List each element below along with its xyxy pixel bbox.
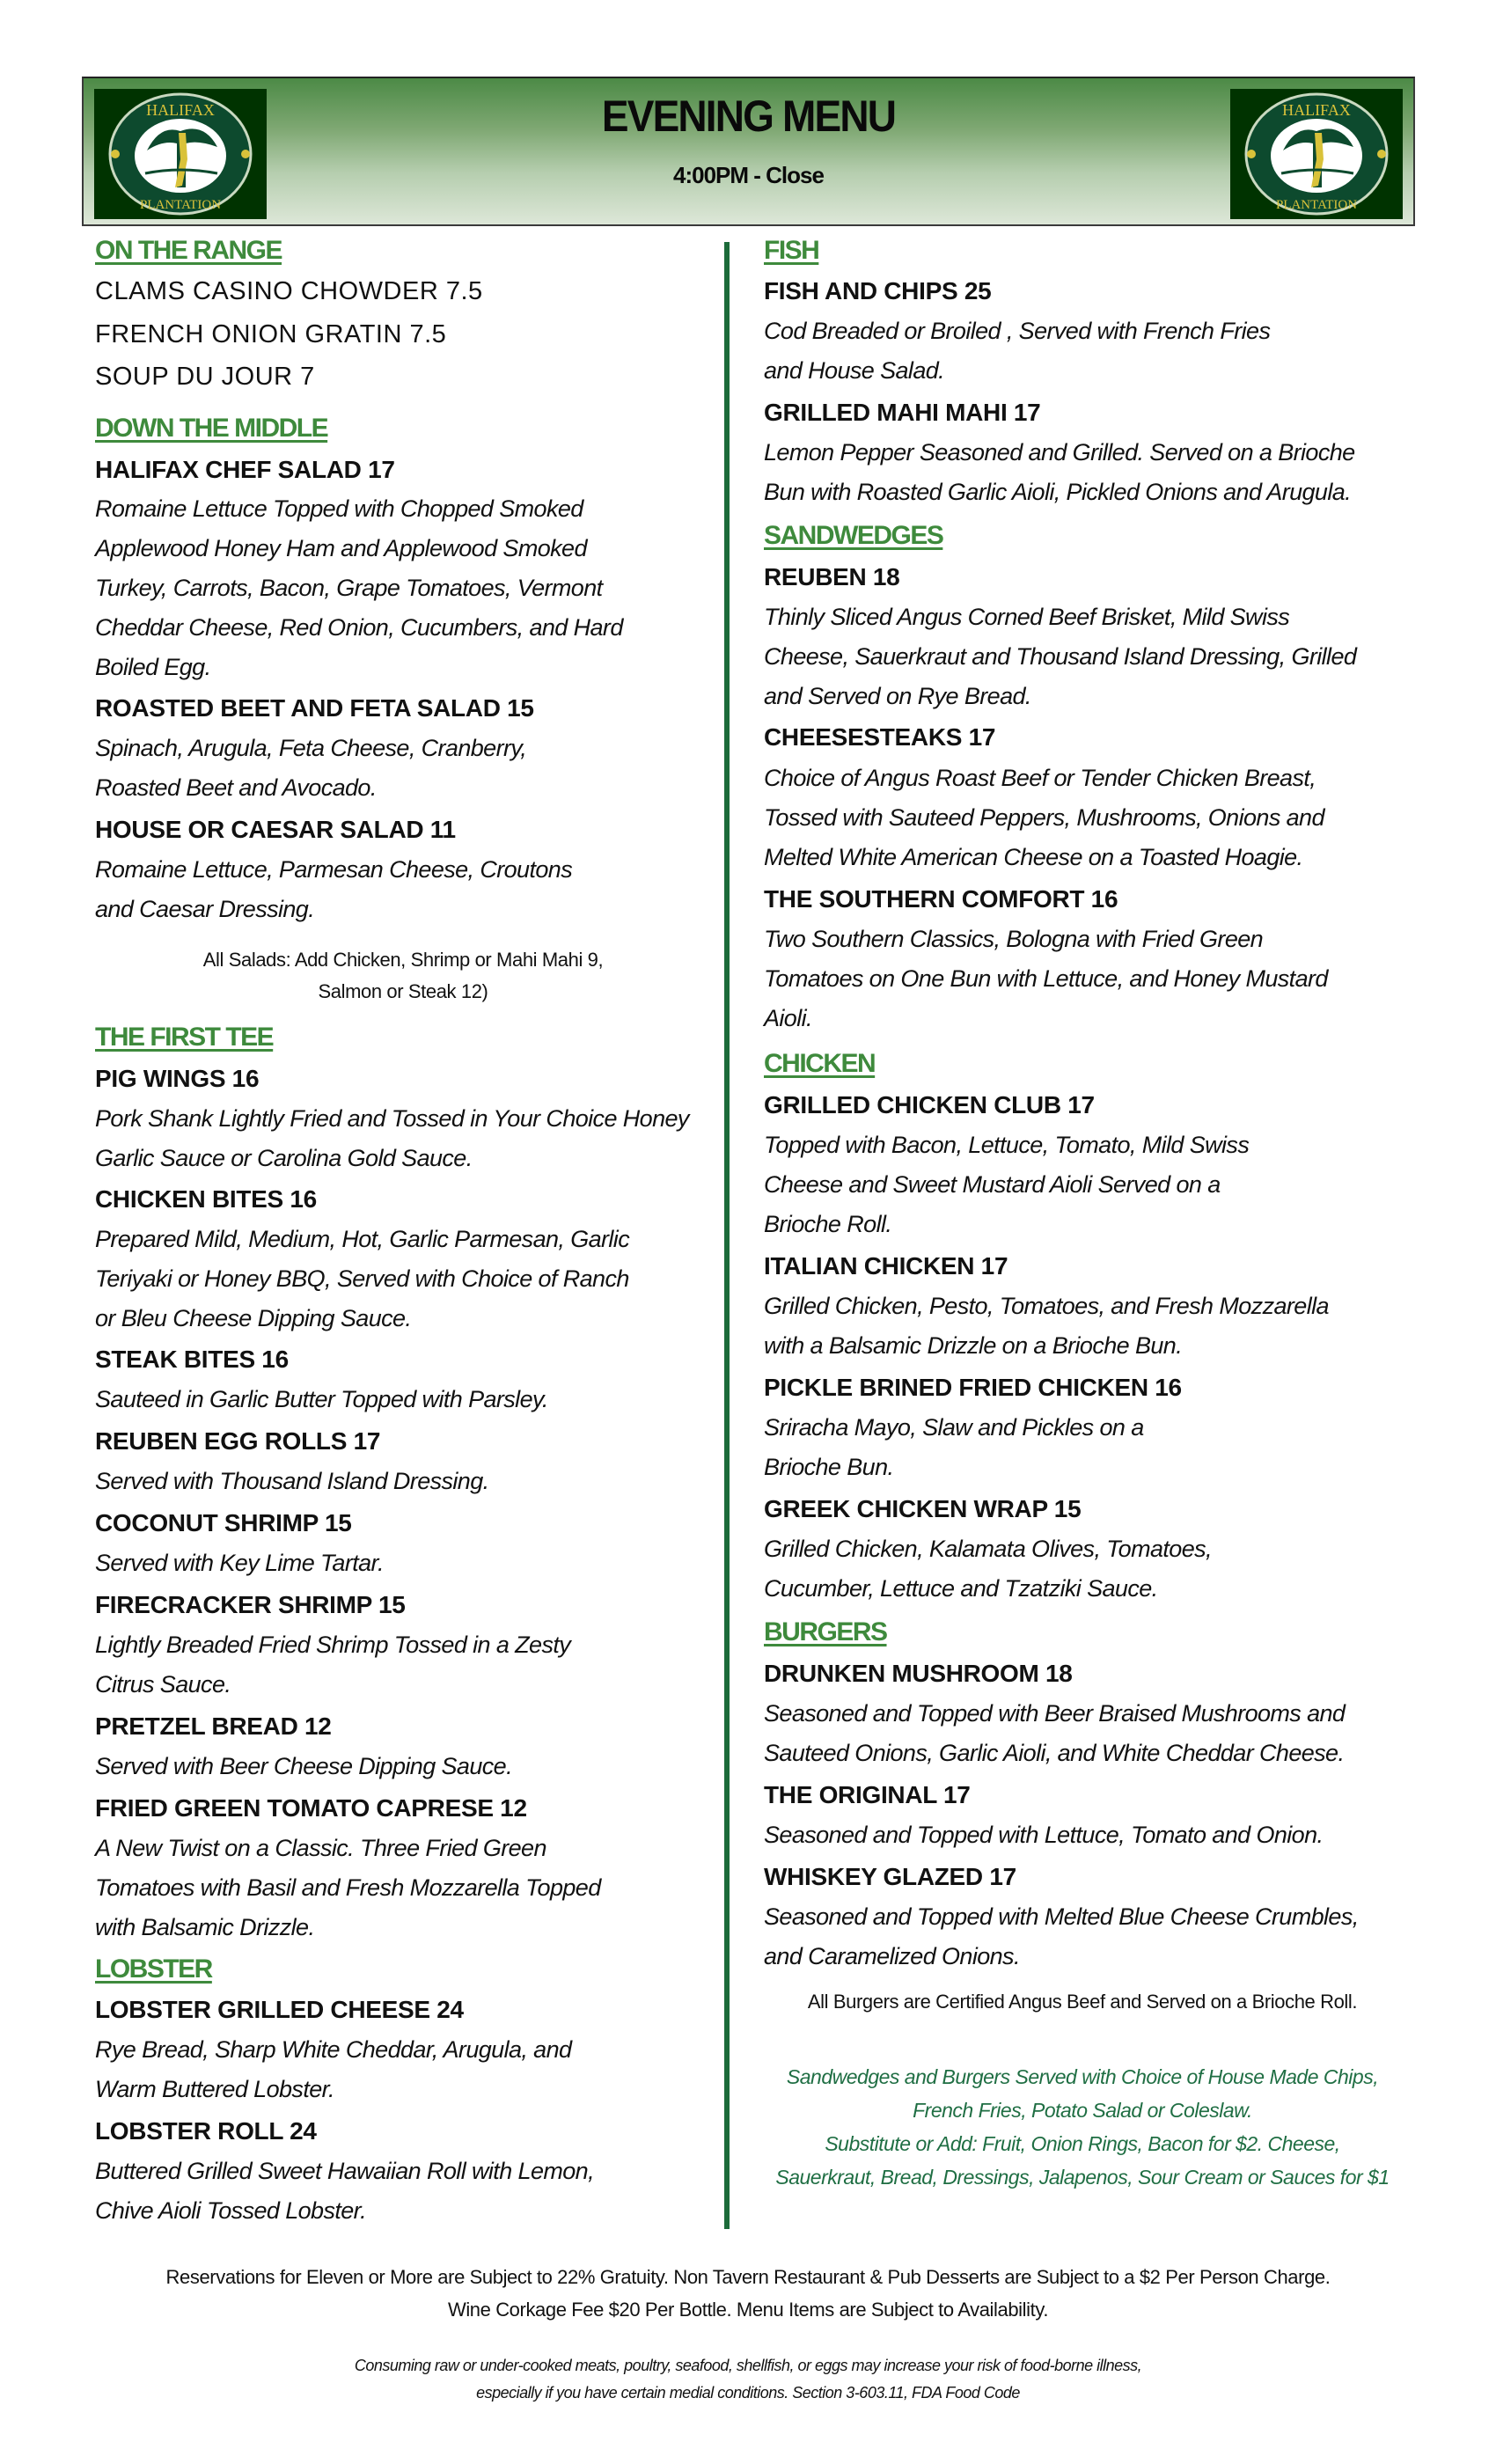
menu-item-desc: Citrus Sauce.	[95, 1671, 231, 1698]
menu-item-name: THE SOUTHERN COMFORT 16	[764, 885, 1118, 913]
menu-item-name: ITALIAN CHICKEN 17	[764, 1252, 1008, 1280]
menu-item: SOUP DU JOUR 7	[95, 363, 315, 391]
halifax-plantation-logo-right	[1230, 89, 1403, 219]
food-safety-disclaimer: Consuming raw or under-cooked meats, poultry, seafood, shellfish, or eggs may increase your risk of food-borne illness,	[354, 2357, 1142, 2374]
menu-item-desc: Sauteed in Garlic Butter Topped with Parsley.	[95, 1386, 548, 1412]
menu-item-desc: Rye Bread, Sharp White Cheddar, Arugula, and	[95, 2036, 572, 2063]
menu-item-name: LOBSTER GRILLED CHEESE 24	[95, 1996, 464, 2023]
menu-item-desc: Buttered Grilled Sweet Hawaiian Roll with Lemon,	[95, 2158, 594, 2184]
menu-item-desc: or Bleu Cheese Dipping Sauce.	[95, 1305, 412, 1331]
menu-item-desc: Prepared Mild, Medium, Hot, Garlic Parmesan, Garlic	[95, 1226, 630, 1252]
menu-item-desc: Grilled Chicken, Kalamata Olives, Tomatoes,	[764, 1536, 1212, 1562]
menu-item-desc: Seasoned and Topped with Lettuce, Tomato and Onion.	[764, 1822, 1324, 1848]
menu-item-desc: Roasted Beet and Avocado.	[95, 774, 377, 801]
menu-item-desc: Applewood Honey Ham and Applewood Smoked	[95, 535, 587, 561]
sides-note: Substitute or Add: Fruit, Onion Rings, Bacon for $2. Cheese,	[825, 2132, 1340, 2155]
menu-item-name: FRIED GREEN TOMATO CAPRESE 12	[95, 1794, 527, 1822]
section-heading-on-the-range: ON THE RANGE	[95, 236, 282, 265]
menu-item-name: PRETZEL BREAD 12	[95, 1712, 332, 1740]
menu-item-name: REUBEN 18	[764, 563, 900, 590]
menu-item-desc: Tomatoes on One Bun with Lettuce, and Honey Mustard	[764, 965, 1328, 992]
menu-item-name: CHICKEN BITES 16	[95, 1185, 317, 1213]
menu-item-desc: Cheese and Sweet Mustard Aioli Served on a	[764, 1171, 1221, 1198]
menu-item-desc: Aioli.	[764, 1005, 812, 1031]
menu-item-desc: Served with Thousand Island Dressing.	[95, 1468, 489, 1494]
menu-item-desc: Romaine Lettuce, Parmesan Cheese, Croutons	[95, 856, 573, 883]
menu-item-name: DRUNKEN MUSHROOM 18	[764, 1660, 1073, 1687]
menu-item-desc: Melted White American Cheese on a Toasted Hoagie.	[764, 844, 1303, 870]
sides-note: Sandwedges and Burgers Served with Choice of House Made Chips,	[786, 2065, 1379, 2088]
svg-text:PLANTATION: PLANTATION	[1275, 198, 1358, 212]
menu-item-desc: Sauteed Onions, Garlic Aioli, and White Cheddar Cheese.	[764, 1740, 1345, 1766]
menu-item-desc: Served with Beer Cheese Dipping Sauce.	[95, 1753, 512, 1779]
menu-item-name: GRILLED CHICKEN CLUB 17	[764, 1091, 1095, 1118]
menu-item-name: COCONUT SHRIMP 15	[95, 1509, 352, 1536]
menu-item-name: GRILLED MAHI MAHI 17	[764, 399, 1041, 426]
menu-item-desc: Tossed with Sauteed Peppers, Mushrooms, Onions and	[764, 804, 1324, 831]
burger-note: All Burgers are Certified Angus Beef and Served on a Brioche Roll.	[807, 1991, 1358, 2013]
menu-item-desc: Lightly Breaded Fried Shrimp Tossed in a Zesty	[95, 1632, 571, 1658]
menu-item-name: THE ORIGINAL 17	[764, 1781, 971, 1808]
menu-item-name: ROASTED BEET AND FETA SALAD 15	[95, 694, 534, 722]
policy-note: Reservations for Eleven or More are Subject to 22% Gratuity. Non Tavern Restaurant & Pub Desserts are Subject to a $2 Per Person Charge.	[165, 2266, 1331, 2288]
section-heading-lobster: LOBSTER	[95, 1954, 212, 1984]
golfer-emblem-icon	[1230, 89, 1403, 219]
menu-hours: 4:00PM - Close	[673, 162, 824, 188]
menu-item-desc: Thinly Sliced Angus Corned Beef Brisket, Mild Swiss	[764, 604, 1290, 630]
menu-item-desc: Garlic Sauce or Carolina Gold Sauce.	[95, 1145, 473, 1171]
menu-item-name: CHEESESTEAKS 17	[764, 723, 996, 751]
section-heading-fish: FISH	[764, 236, 819, 265]
menu-item-desc: Boiled Egg.	[95, 654, 211, 680]
menu-item-desc: Spinach, Arugula, Feta Cheese, Cranberry,	[95, 735, 527, 761]
menu-item-name: FISH AND CHIPS 25	[764, 277, 992, 304]
menu-item-desc: Seasoned and Topped with Beer Braised Mushrooms and	[764, 1700, 1346, 1727]
section-heading-burgers: BURGERS	[764, 1617, 887, 1646]
menu-item-name: HOUSE OR CAESAR SALAD 11	[95, 816, 456, 843]
menu-item-desc: A New Twist on a Classic. Three Fried Green	[95, 1835, 546, 1861]
menu-item-desc: with a Balsamic Drizzle on a Brioche Bun.	[764, 1332, 1183, 1359]
sides-note: French Fries, Potato Salad or Coleslaw.	[913, 2099, 1252, 2122]
menu-item-desc: and House Salad.	[764, 357, 945, 384]
menu-item-name: LOBSTER ROLL 24	[95, 2117, 317, 2145]
menu-header	[82, 77, 1415, 226]
menu-item-desc: Choice of Angus Roast Beef or Tender Chicken Breast,	[764, 765, 1316, 791]
menu-item-desc: Cod Breaded or Broiled , Served with French Fries	[764, 318, 1271, 344]
menu-item-desc: with Balsamic Drizzle.	[95, 1914, 315, 1940]
svg-text:HALIFAX: HALIFAX	[146, 101, 215, 119]
menu-item-name: GREEK CHICKEN WRAP 15	[764, 1495, 1082, 1522]
menu-title: EVENING MENU	[601, 92, 896, 141]
svg-text:PLANTATION: PLANTATION	[139, 198, 222, 212]
sides-note: Sauerkraut, Bread, Dressings, Jalapenos, Sour Cream or Sauces for $1	[775, 2166, 1390, 2189]
column-divider	[724, 242, 730, 2229]
menu-item-desc: Cheddar Cheese, Red Onion, Cucumbers, and Hard	[95, 614, 623, 641]
menu-item-desc: Turkey, Carrots, Bacon, Grape Tomatoes, Vermont	[95, 575, 603, 601]
policy-note: Wine Corkage Fee $20 Per Bottle. Menu Items are Subject to Availability.	[447, 2299, 1049, 2321]
menu-item-desc: Teriyaki or Honey BBQ, Served with Choice of Ranch	[95, 1265, 629, 1292]
menu-item-name: WHISKEY GLAZED 17	[764, 1863, 1016, 1890]
menu-item-desc: Seasoned and Topped with Melted Blue Cheese Crumbles,	[764, 1903, 1359, 1930]
svg-text:HALIFAX: HALIFAX	[1282, 101, 1351, 119]
menu-item-desc: Bun with Roasted Garlic Aioli, Pickled Onions and Arugula.	[764, 479, 1352, 505]
menu-item-desc: Topped with Bacon, Lettuce, Tomato, Mild Swiss	[764, 1132, 1250, 1158]
section-heading-chicken: CHICKEN	[764, 1049, 876, 1078]
menu-item-desc: Lemon Pepper Seasoned and Grilled. Served on a Brioche	[764, 439, 1355, 466]
menu-item-name: PIG WINGS 16	[95, 1065, 260, 1092]
menu-item-desc: Romaine Lettuce Topped with Chopped Smoked	[95, 495, 583, 522]
menu-item-desc: Brioche Roll.	[764, 1211, 892, 1237]
menu-item-desc: Cheese, Sauerkraut and Thousand Island Dressing, Grilled	[764, 643, 1357, 670]
section-heading-down-the-middle: DOWN THE MIDDLE	[95, 414, 328, 443]
menu-item-name: STEAK BITES 16	[95, 1346, 289, 1373]
menu-item: FRENCH ONION GRATIN 7.5	[95, 320, 447, 348]
menu-item-desc: Two Southern Classics, Bologna with Fried Green	[764, 926, 1264, 952]
menu-item: CLAMS CASINO CHOWDER 7.5	[95, 277, 483, 305]
menu-item-desc: Sriracha Mayo, Slaw and Pickles on a	[764, 1414, 1144, 1441]
food-safety-disclaimer: especially if you have certain medial conditions. Section 3-603.11, FDA Food Code	[476, 2384, 1020, 2402]
menu-item-desc: Served with Key Lime Tartar.	[95, 1550, 384, 1576]
salad-addon-note: All Salads: Add Chicken, Shrimp or Mahi Mahi 9,	[202, 949, 604, 971]
menu-item-desc: Chive Aioli Tossed Lobster.	[95, 2197, 366, 2224]
menu-item-desc: Warm Buttered Lobster.	[95, 2076, 334, 2102]
section-heading-sandwedges: SANDWEDGES	[764, 521, 943, 550]
salad-addon-note: Salmon or Steak 12)	[318, 980, 488, 1002]
menu-item-desc: Brioche Bun.	[764, 1454, 894, 1480]
menu-item-desc: and Served on Rye Bread.	[764, 683, 1031, 709]
menu-item-desc: Cucumber, Lettuce and Tzatziki Sauce.	[764, 1575, 1158, 1602]
menu-item-name: HALIFAX CHEF SALAD 17	[95, 456, 395, 483]
section-heading-the-first-tee: THE FIRST TEE	[95, 1023, 274, 1052]
menu-item-desc: Grilled Chicken, Pesto, Tomatoes, and Fresh Mozzarella	[764, 1293, 1329, 1319]
menu-item-name: REUBEN EGG ROLLS 17	[95, 1427, 381, 1455]
menu-item-desc: and Caesar Dressing.	[95, 896, 315, 922]
menu-item-desc: Tomatoes with Basil and Fresh Mozzarella Topped	[95, 1874, 601, 1901]
menu-item-name: PICKLE BRINED FRIED CHICKEN 16	[764, 1374, 1182, 1401]
menu-item-name: FIRECRACKER SHRIMP 15	[95, 1591, 406, 1618]
menu-item-desc: Pork Shank Lightly Fried and Tossed in Your Choice Honey	[95, 1105, 689, 1132]
menu-item-desc: and Caramelized Onions.	[764, 1943, 1020, 1969]
